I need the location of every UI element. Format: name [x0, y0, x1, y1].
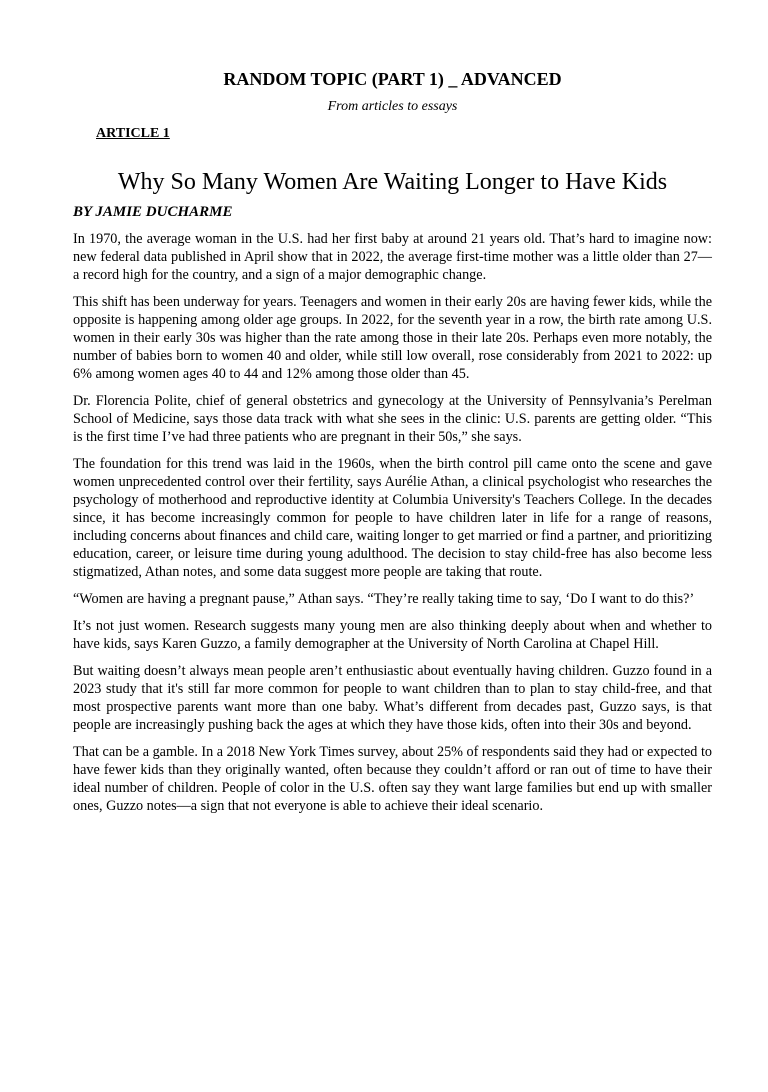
article-headline: Why So Many Women Are Waiting Longer to Have Kids — [117, 169, 668, 195]
article-paragraph: The foundation for this trend was laid in the 1960s, when the birth control pill came onto the scene and gave women unprecedented control over their fertility, says Aurélie Athan, a clinical psychologist who researches the psychology of motherhood and reproductive identity at Columbia University's Teachers College. In the decades since, it has become increasingly common for people to have children later in life for a range of reasons, including concerns about finances and child care, waiting longer to get married or find a partner, and prioritizing education, career, or leisure time during young adulthood. The decision to stay child-free has also become less stigmatized, Athan notes, and some data suggest more people are taking that route. — [73, 456, 712, 580]
article-body — [73, 230, 712, 815]
article-paragraph: In 1970, the average woman in the U.S. had her first baby at around 21 years old. That’s hard to imagine now: new federal data published in April show that in 2022, the average first-time mother was a little older than 27—a record high for the country, and a sign of a major demographic change. — [73, 231, 712, 283]
article-paragraph: But waiting doesn’t always mean people aren’t enthusiastic about eventually having children. Guzzo found in a 2023 study that it's still far more common for people to want children than to plan to stay child-free, and that most prospective parents want more than one baby. What’s different from decades past, Guzzo says, is that people are increasingly pushing back the ages at which they have those kids, often into their 30s and beyond. — [73, 663, 712, 733]
document-title: RANDOM TOPIC (PART 1) _ ADVANCED — [223, 69, 562, 89]
article-byline: BY JAMIE DUCHARME — [73, 204, 233, 220]
article-paragraph: “Women are having a pregnant pause,” Athan says. “They’re really taking time to say, ‘Do I want to do this?’ — [73, 591, 695, 607]
article-paragraph: Dr. Florencia Polite, chief of general obstetrics and gynecology at the University of Pennsylvania’s Perelman School of Medicine, says those data track with what she sees in the clinic: U.S. parents are getting older. “This is the first time I’ve had three patients who are pregnant in their 50s,” she says. — [73, 393, 712, 445]
article-paragraph: That can be a gamble. In a 2018 New York Times survey, about 25% of respondents said they had or expected to have fewer kids than they originally wanted, often because they couldn’t afford or ran out of time to have their ideal number of children. People of color in the U.S. often say they want large families but end up with smaller ones, Guzzo notes—a sign that not everyone is able to achieve their ideal scenario. — [73, 744, 712, 814]
article-label: ARTICLE 1 — [96, 126, 170, 141]
document-page — [0, 68, 768, 1092]
article-paragraph: This shift has been underway for years. Teenagers and women in their early 20s are having fewer kids, while the opposite is happening among older age groups. In 2022, for the seventh year in a row, the birth rate among U.S. women in their early 30s was higher than the rate among those in their late 20s. Perhaps even more notably, the number of babies born to women 40 and older, while still low overall, rose considerably from 2021 to 2022: up 6% among women ages 40 to 44 and 12% among those older than 45. — [73, 294, 712, 382]
document-subtitle: From articles to essays — [327, 99, 458, 114]
article-paragraph: It’s not just women. Research suggests many young men are also thinking deeply about when and whether to have kids, says Karen Guzzo, a family demographer at the University of North Carolina at Chapel Hill. — [73, 618, 712, 652]
